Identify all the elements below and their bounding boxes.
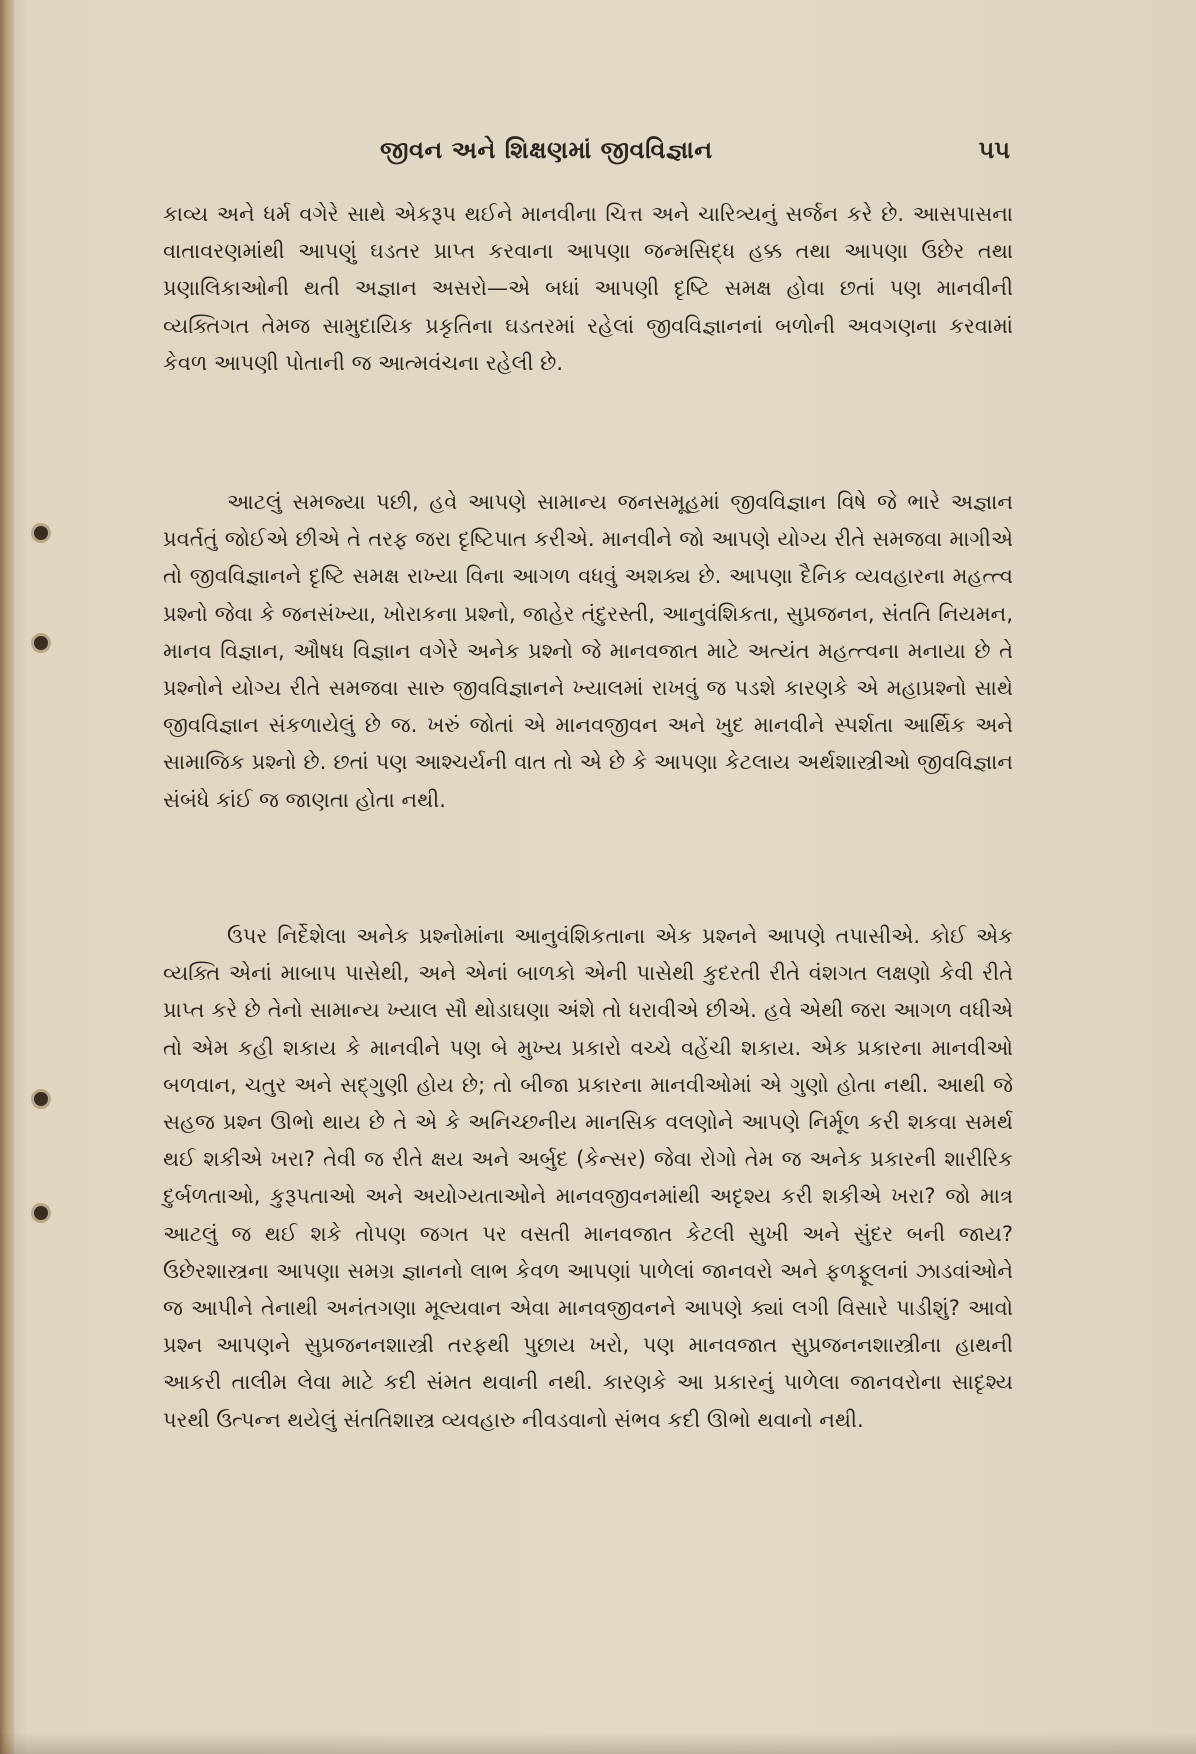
page-bottom-shadow (0, 1732, 1196, 1754)
paragraph-text: આટલું સમજ્યા પછી, હવે આપણે સામાન્ય જનસમૂહમાં જીવવિજ્ઞાન વિષે જે ભારે અજ્ઞાન પ્રવર્તતું જોઈએ છીએ તે તરફ જરા દૃષ્ટિપાત કરીએ. માનવીને જો આપણે યોગ્ય રીતે સમજવા માગીએ તો જીવવિજ્ઞાનને દૃષ્ટિ સમક્ષ રાખ્યા વિના આગળ વધવું અશક્ય છે. આપણા દૈનિક વ્યવહારના મહત્ત્વ પ્રશ્નો જેવા કે જનસંખ્યા, ખોરાકના પ્રશ્નો, જાહેર તંદુરસ્તી, આનુવંશિકતા, સુપ્રજનન, સંતતિ નિયમન, માનવ વિજ્ઞાન, ઔષધ વિજ્ઞાન વગેરે અનેક પ્રશ્નો જે માનવજાત માટે અત્યંત મહત્ત્વના મનાયા છે તે પ્રશ્નોને યોગ્ય રીતે સમજવા સારુ જીવવિજ્ઞાનને ખ્યાલમાં રાખવું જ પડશે કારણકે એ મહાપ્રશ્નો સાથે જીવવિજ્ઞાન સંકળાયેલું છે જ. ખરું જોતાં એ માનવજીવન અને ખુદ માનવીને સ્પર્શતા આર્થિક અને સામાજિક પ્રશ્નો છે. છતાં પણ આશ્ચર્યની વાત તો એ છે કે આપણા કેટલાય અર્થશાસ્ત્રીઓ જીવવિજ્ઞાન સંબંધે કાંઈ જ જાણતા હોતા નથી. (163, 490, 1013, 812)
paragraph-1 (163, 196, 1013, 382)
page-header (180, 136, 1010, 176)
page-binding-edge (0, 0, 14, 1754)
punch-hole (34, 1206, 48, 1220)
punch-hole (34, 526, 48, 540)
punch-hole (34, 636, 48, 650)
paragraph-2 (163, 484, 1013, 819)
punch-hole (34, 1092, 48, 1106)
paragraph-text: ઉપર નિર્દેશેલા અનેક પ્રશ્નોમાંના આનુવંશિકતાના એક પ્રશ્નને આપણે તપાસીએ. કોઈ એક વ્યક્તિ એનાં માબાપ પાસેથી, અને એનાં બાળકો એની પાસેથી કુદરતી રીતે વંશગત લક્ષણો કેવી રીતે પ્રાપ્ત કરે છે તેનો સામાન્ય ખ્યાલ સૌ થોડાઘણા અંશે તો ધરાવીએ છીએ. હવે એથી જરા આગળ વધીએ તો એમ કહી શકાય કે માનવીને પણ બે મુખ્ય પ્રકારો વચ્ચે વહેંચી શકાય. એક પ્રકારના માનવીઓ બળવાન, ચતુર અને સદ્‌ગુણી હોય છે; તો બીજા પ્રકારના માનવીઓમાં એ ગુણો હોતા નથી. આથી જે સહજ પ્રશ્ન ઊભો થાય છે તે એ કે અનિચ્છનીય માનસિક વલણોને આપણે નિર્મૂળ કરી શકવા સમર્થ થઈ શકીએ ખરા? તેવી જ રીતે ક્ષય અને અર્બુદ (કેન્સર) જેવા રોગો તેમ જ અનેક પ્રકારની શારીરિક દુર્બળતાઓ, કુરૂપતાઓ અને અયોગ્યતાઓને માનવજીવનમાંથી અદૃશ્ય કરી શકીએ ખરા? જો માત્ર આટલું જ થઈ શકે તોપણ જગત પર વસતી માનવજાત કેટલી સુખી અને સુંદર બની જાય? ઉછેરશાસ્ત્રના આપણા સમગ્ર જ્ઞાનનો લાભ કેવળ આપણાં પાળેલાં જાનવરો અને ફળફૂલનાં ઝાડવાંઓને જ આપીને તેનાથી અનંતગણા મૂલ્યવાન એવા માનવજીવનને આપણે ક્યાં લગી વિસારે પાડીશું? આવો પ્રશ્ન આપણને સુપ્રજનનશાસ્ત્રી તરફથી પુછાય ખરો, પણ માનવજાત સુપ્રજનનશાસ્ત્રીના હાથની આકરી તાલીમ લેવા માટે કદી સંમત થવાની નથી. કારણકે આ પ્રકારનું પાળેલા જાનવરોના સાદૃશ્ય પરથી ઉત્પન્ન થયેલું સંતતિશાસ્ત્ર વ્યવહારુ નીવડવાનો સંભવ કદી ઊભો થવાનો નથી. (163, 924, 1013, 1432)
running-title: જીવન અને શિક્ષણમાં જીવવિજ્ઞાન (380, 136, 713, 164)
paragraph-3 (163, 918, 1013, 1439)
paragraph-text: કાવ્ય અને ધર્મ વગેરે સાથે એકરૂપ થઈને માનવીના ચિત્ત અને ચારિત્ર્યનું સર્જન કરે છે. આસપાસના વાતાવરણમાંથી આપણું ઘડતર પ્રાપ્ત કરવાના આપણા જન્મસિદ્ધ હક્ક તથા આપણા ઉછેર તથા પ્રણાલિકાઓની થતી અજ્ઞાન અસરો—એ બધાં આપણી દૃષ્ટિ સમક્ષ હોવા છતાં પણ માનવીની વ્યક્તિગત તેમજ સામુદાયિક પ્રકૃતિના ઘડતરમાં રહેલાં જીવવિજ્ઞાનનાં બળોની અવગણના કરવામાં કેવળ આપણી પોતાની જ આત્મવંચના રહેલી છે. (163, 202, 1013, 375)
page-number: ૫૫ (978, 136, 1010, 164)
